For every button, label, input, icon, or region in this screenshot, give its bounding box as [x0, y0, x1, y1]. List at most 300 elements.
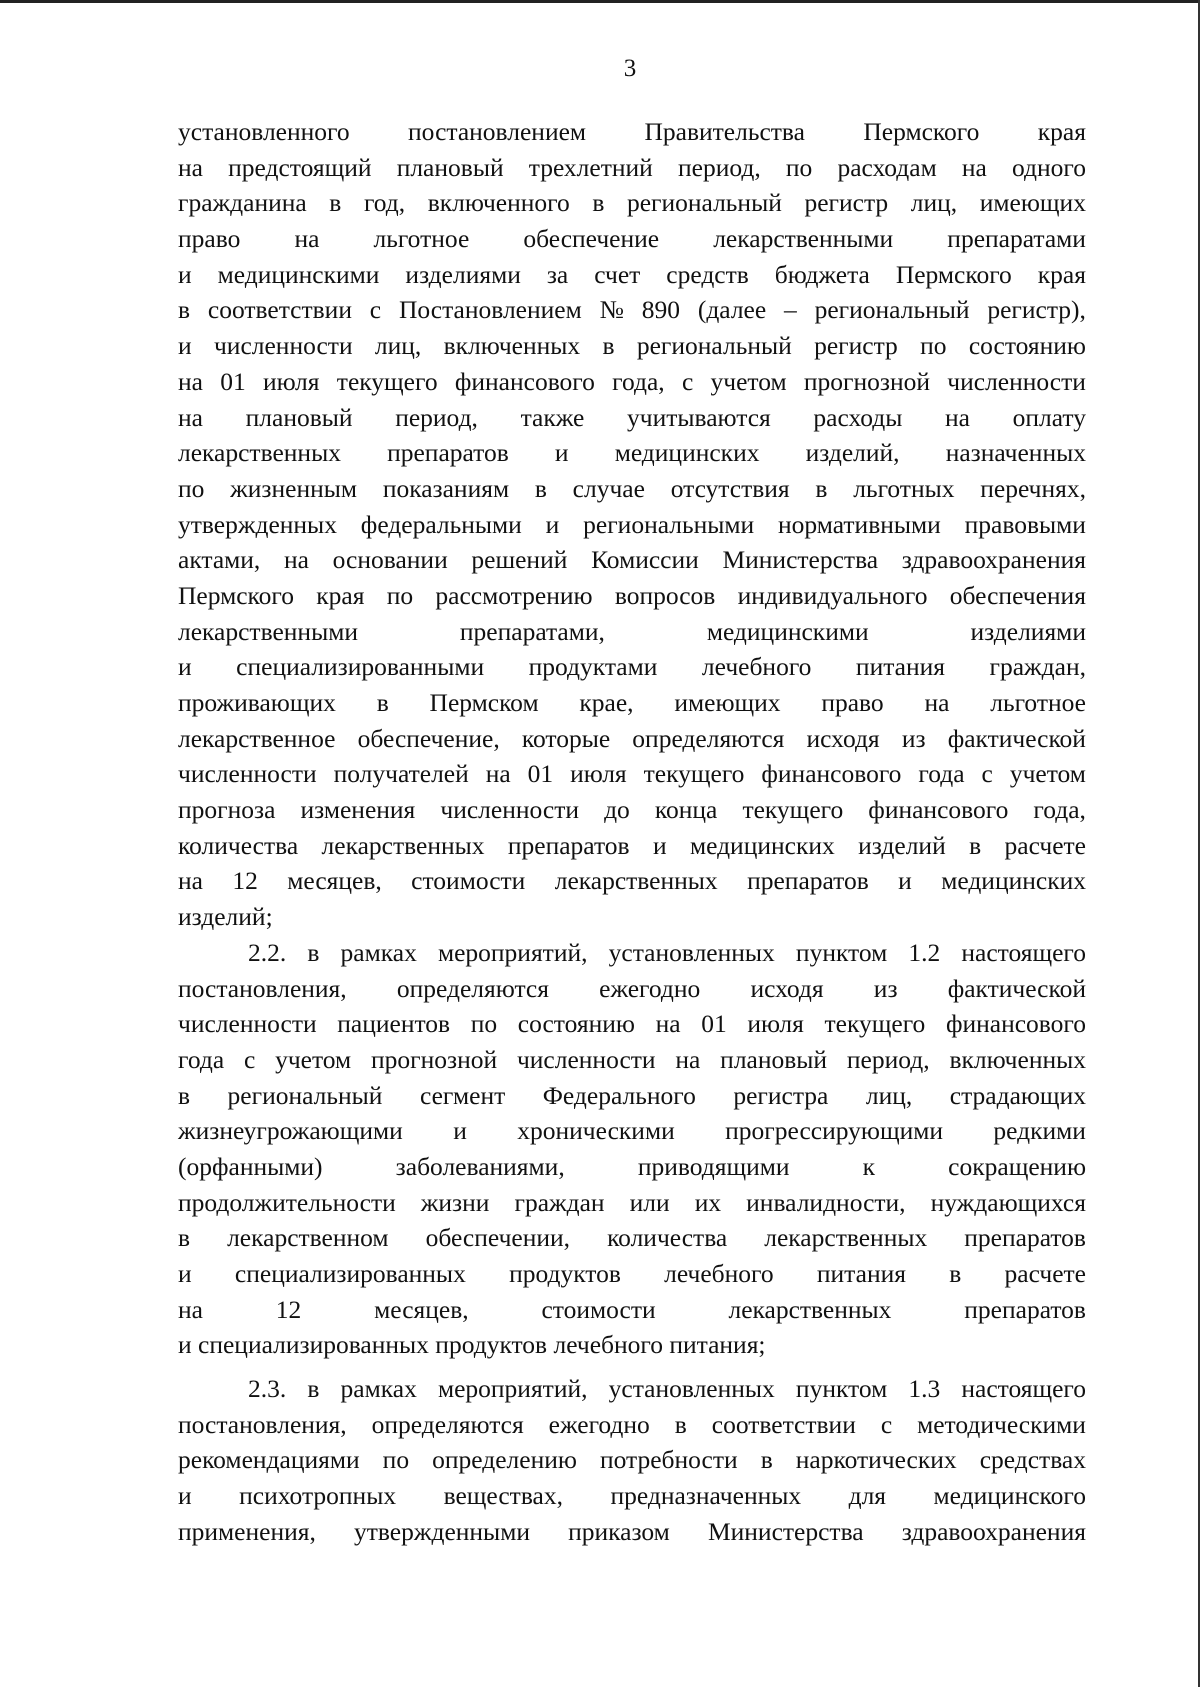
word: случае [572, 473, 645, 503]
word: текущего [824, 1009, 926, 1039]
word: получателей [333, 759, 469, 789]
word: лекарственных [764, 1223, 928, 1253]
word: и [178, 652, 192, 682]
text-line [178, 935, 1086, 971]
word: пунктом [795, 937, 888, 967]
word: препаратов [387, 438, 509, 468]
word: по [382, 1445, 410, 1475]
word: численности [947, 366, 1086, 396]
text-line [178, 1478, 1086, 1514]
word: Министерства [722, 545, 879, 575]
text-line [178, 471, 1086, 507]
word: период, [846, 1044, 930, 1074]
word: края [316, 580, 365, 610]
word: психотропных [239, 1481, 397, 1511]
text-line [178, 971, 1086, 1007]
word: оплату [1012, 402, 1086, 432]
word: проживающих [178, 688, 336, 717]
word: года [178, 1044, 225, 1074]
word: препаратов [507, 830, 630, 860]
word: по [470, 1009, 498, 1039]
word: и [898, 866, 912, 896]
word: питания [855, 652, 946, 682]
word: правовыми [964, 509, 1086, 539]
text-line [178, 292, 1086, 328]
word: регистр [814, 331, 898, 361]
word: учетом [710, 366, 787, 396]
word: июля [747, 1009, 804, 1039]
word: препаратами, [459, 616, 605, 646]
text-line [178, 828, 1086, 864]
word: на [924, 688, 950, 717]
word: финансового [945, 1009, 1086, 1039]
word: и [178, 259, 192, 289]
word: на [655, 1009, 681, 1039]
word: за [546, 259, 569, 289]
word: включенного [427, 188, 570, 218]
word: страдающих [949, 1080, 1086, 1110]
word: также [520, 402, 585, 432]
word: бюджета [774, 259, 870, 289]
word: нуждающихся [930, 1187, 1086, 1217]
word: лекарственными [713, 224, 894, 254]
text-line [178, 1256, 1086, 1292]
word: лечебного [664, 1259, 774, 1288]
word: основании [332, 545, 448, 575]
word: период, [395, 402, 478, 432]
word: прогнозной [803, 366, 931, 396]
word: определяются [371, 1409, 524, 1439]
word: рассмотрению [435, 580, 593, 610]
word: и [178, 1481, 192, 1511]
word: медицинских [689, 830, 835, 860]
word: настоящего [961, 1374, 1086, 1404]
word: с [681, 366, 694, 396]
page-number: 3 [623, 55, 637, 82]
word: трехлетний [528, 152, 653, 182]
word: изделий [858, 830, 946, 860]
word: определению [432, 1445, 577, 1475]
word: с [880, 1409, 893, 1439]
word: – [784, 295, 797, 325]
text-line: и специализированных продуктов лечебного питания; [178, 1330, 766, 1360]
word: отсутствия [670, 473, 790, 503]
word: 2.3. [248, 1374, 287, 1404]
word: учетом [1009, 759, 1086, 789]
word: лиц, [374, 331, 422, 361]
word: июля [570, 759, 627, 789]
word: расчете [1004, 1259, 1086, 1288]
word: вопросов [614, 580, 716, 610]
word: специализированными [236, 652, 485, 682]
word: специализированных [234, 1259, 466, 1288]
word: на [675, 1044, 701, 1074]
word: обеспечении, [425, 1223, 571, 1253]
word: в [178, 295, 191, 325]
word: постановлением [408, 117, 587, 146]
word: количества [178, 830, 299, 860]
text-line [178, 863, 1086, 899]
scan-edge-top [0, 0, 1200, 3]
word: назначенных [945, 438, 1086, 468]
word: право [178, 224, 241, 254]
word: № [599, 295, 624, 325]
word: из [901, 723, 926, 753]
word: численности [213, 331, 353, 361]
word: и [453, 1116, 467, 1146]
text-line [178, 792, 1086, 828]
word: изделиями [970, 616, 1086, 646]
word: лекарственных [728, 1294, 892, 1324]
word: гражданина [178, 188, 307, 218]
word: рамках [340, 1374, 417, 1404]
word: июля [263, 366, 320, 396]
word: соответствии [711, 1409, 856, 1439]
word: Пермского [178, 580, 294, 610]
text-line [178, 1006, 1086, 1042]
word: показаниям [382, 473, 510, 503]
word: и [545, 509, 560, 539]
text-line [178, 1042, 1086, 1078]
text-line [178, 1113, 1086, 1149]
word: региональный [626, 188, 782, 218]
word: Пермского [895, 259, 1012, 289]
word: потребности [599, 1445, 738, 1475]
word: текущего [742, 795, 844, 825]
word: финансового [454, 366, 595, 396]
word: финансового [761, 759, 902, 789]
word: установленного [178, 117, 350, 146]
word: 01 [527, 759, 554, 789]
text-line [178, 185, 1086, 221]
text-line [178, 1292, 1086, 1328]
word: здравоохранения [901, 1516, 1086, 1546]
word: одного [1012, 152, 1086, 182]
word: на [178, 152, 203, 182]
word: конца [654, 795, 718, 825]
text-line [178, 328, 1086, 364]
word: лекарственное [178, 723, 336, 753]
word: 890 [641, 295, 680, 325]
text-line [178, 756, 1086, 792]
word: в [376, 688, 389, 717]
word: фактической [947, 723, 1086, 753]
word: лиц, [865, 1080, 913, 1110]
word: в [307, 937, 320, 967]
word: ежегодно [548, 1409, 650, 1439]
word: их [694, 1187, 722, 1217]
text-line [178, 1514, 1086, 1550]
word: обеспечение, [357, 723, 500, 753]
word: мероприятий, [437, 1374, 588, 1404]
word: продуктов [509, 1259, 621, 1288]
word: здравоохранения [901, 545, 1086, 575]
text-line [178, 685, 1086, 721]
word: медицинских [941, 866, 1086, 896]
word: численности [178, 759, 317, 789]
word: в [307, 1374, 320, 1404]
word: на [945, 402, 970, 432]
word: края [1037, 117, 1086, 146]
word: препаратов [964, 1294, 1086, 1324]
word: обеспечения [949, 580, 1086, 610]
word: края [1037, 259, 1086, 289]
word: лекарственных [554, 866, 718, 896]
word: с [243, 1044, 256, 1074]
text-line [178, 221, 1086, 257]
word: установленных [608, 1374, 775, 1404]
word: регистр [804, 188, 889, 218]
word: препаратов [747, 866, 869, 896]
word: прогноза [178, 795, 276, 825]
word: (далее [697, 295, 767, 325]
text-line [178, 1078, 1086, 1114]
text-line: изделий; [178, 902, 273, 932]
word: в [178, 1080, 191, 1110]
word: льготное [990, 688, 1086, 717]
word: заболеваниями, [395, 1151, 565, 1181]
word: для [848, 1481, 887, 1511]
word: года [918, 759, 965, 789]
word: в [602, 331, 615, 361]
word: обеспечение [523, 224, 660, 254]
paragraph-gap [178, 1363, 1086, 1371]
word: в [674, 1409, 687, 1439]
word: состоянию [517, 1009, 635, 1039]
word: граждан, [989, 652, 1086, 682]
word: количества [607, 1223, 728, 1253]
word: регистр), [987, 295, 1086, 325]
word: постановления, [178, 973, 347, 1003]
word: сокращению [948, 1151, 1086, 1181]
text-line [178, 614, 1086, 650]
word: плановый [720, 1044, 828, 1074]
word: установленных [608, 937, 775, 967]
word: лекарственными [178, 616, 358, 646]
word: веществах, [443, 1481, 563, 1511]
word: медицинского [933, 1481, 1086, 1511]
word: плановый [245, 402, 353, 432]
word: имеющих [674, 688, 781, 717]
text-line [178, 1185, 1086, 1221]
word: продолжительности [178, 1187, 396, 1217]
word: по [920, 331, 947, 361]
word: 1.3 [908, 1374, 941, 1404]
word: лекарственных [178, 438, 341, 468]
word: хроническими [517, 1116, 675, 1146]
text-line [178, 542, 1086, 578]
text-line [178, 435, 1086, 471]
word: препаратами [947, 224, 1086, 254]
word: год, [363, 188, 406, 218]
word: имеющих [979, 188, 1086, 218]
word: редкими [993, 1116, 1086, 1146]
word: методическими [917, 1409, 1086, 1439]
word: пунктом [795, 1374, 888, 1404]
word: соответствии [207, 295, 352, 325]
word: 12 [275, 1294, 302, 1324]
word: определяются [396, 973, 549, 1003]
word: 1.2 [908, 937, 941, 967]
word: в [815, 473, 828, 503]
word: региональными [583, 509, 755, 539]
word: численности [516, 1044, 656, 1074]
word: включенных [443, 331, 581, 361]
word: или [629, 1187, 670, 1217]
word: постановления, [178, 1409, 347, 1439]
word: Комиссии [591, 545, 699, 575]
word: 01 [701, 1009, 727, 1039]
word: до [604, 795, 630, 825]
word: Министерства [707, 1516, 864, 1546]
word: и [652, 830, 667, 860]
word: настоящего [961, 937, 1086, 967]
word: которые [521, 723, 611, 753]
word: средствах [979, 1445, 1086, 1475]
word: средств [666, 259, 749, 289]
word: месяцев, [374, 1294, 469, 1324]
word: рекомендациями [178, 1445, 360, 1475]
word: на [294, 224, 320, 254]
word: Федерального [542, 1080, 696, 1110]
word: (орфанными) [178, 1151, 323, 1181]
word: прогнозной [371, 1044, 498, 1074]
word: года, [1033, 795, 1086, 825]
word: финансового [868, 795, 1009, 825]
text-line [178, 150, 1086, 186]
word: изделиями [405, 259, 521, 289]
word: нормативными [778, 509, 941, 539]
word: на [961, 152, 987, 182]
word: исходя [806, 723, 880, 753]
word: актами, [178, 545, 261, 575]
word: стоимости [411, 866, 526, 896]
word: и [554, 438, 569, 468]
word: утвержденных [178, 509, 337, 539]
word: продуктами [528, 652, 658, 682]
text-line [178, 649, 1086, 685]
word: приказом [568, 1516, 670, 1546]
word: фактической [947, 973, 1086, 1003]
text-line [178, 1149, 1086, 1185]
word: плановый [396, 152, 504, 182]
word: медицинскими [706, 616, 869, 646]
word: предстоящий [228, 152, 372, 182]
word: региональный [227, 1080, 383, 1110]
word: федеральными [360, 509, 522, 539]
word: 12 [232, 866, 258, 896]
word: с [981, 759, 993, 789]
word: медицинских [614, 438, 760, 468]
text-line [178, 364, 1086, 400]
word: расчете [1004, 830, 1086, 860]
word: лечебного [701, 652, 812, 682]
text-line [178, 1442, 1086, 1478]
word: счет [594, 259, 641, 289]
word: крае, [579, 688, 634, 717]
word: региональный [636, 331, 792, 361]
word: по [178, 473, 205, 503]
word: питания [816, 1259, 906, 1288]
word: состоянию [968, 331, 1086, 361]
text-line [178, 114, 1086, 150]
word: учитываются [627, 402, 771, 432]
word: льготное [373, 224, 470, 254]
word: на [284, 545, 309, 575]
word: наркотических [795, 1445, 957, 1475]
word: рамках [340, 937, 417, 967]
word: прогрессирующими [725, 1116, 944, 1146]
word: изменения [300, 795, 416, 825]
word: стоимости [541, 1294, 656, 1324]
word: и [178, 331, 192, 361]
word: по [785, 152, 813, 182]
text-line [178, 1220, 1086, 1256]
word: к [862, 1151, 876, 1181]
word: предназначенных [610, 1481, 802, 1511]
text-line [178, 578, 1086, 614]
word: жизненным [230, 473, 358, 503]
word: решений [471, 545, 568, 575]
word: в [329, 188, 342, 218]
word: Правительства [644, 117, 805, 146]
word: Постановлением [398, 295, 582, 325]
word: в [178, 1223, 191, 1253]
word: в [592, 188, 605, 218]
word: перечнях, [980, 473, 1086, 503]
word: лиц, [910, 188, 958, 218]
word: регистра [733, 1080, 829, 1110]
word: на [178, 402, 203, 432]
word: изделий, [805, 438, 900, 468]
word: исходя [750, 973, 824, 1003]
word: численности [440, 795, 579, 825]
word: период, [677, 152, 761, 182]
word: в [969, 830, 982, 860]
text-line [178, 1371, 1086, 1407]
word: численности [178, 1009, 317, 1039]
word: применения, [178, 1516, 316, 1546]
word: приводящими [637, 1151, 790, 1181]
word: 01 [220, 366, 246, 396]
word: месяцев, [287, 866, 382, 896]
word: расходы [813, 402, 903, 432]
word: региональный [814, 295, 970, 325]
text-line [178, 507, 1086, 543]
word: на [178, 1294, 203, 1324]
body-text [178, 114, 1086, 1550]
word: в [760, 1445, 773, 1475]
word: и [178, 1259, 192, 1288]
word: сегмент [419, 1080, 506, 1110]
word: на [178, 866, 203, 896]
word: текущего [336, 366, 438, 396]
word: препаратов [964, 1223, 1086, 1253]
text-line [178, 721, 1086, 757]
word: жизни [420, 1187, 490, 1217]
word: определяются [632, 723, 785, 753]
word: лекарственном [227, 1223, 389, 1253]
word: право [821, 688, 884, 717]
word: пациентов [337, 1009, 451, 1039]
word: по [386, 580, 414, 610]
word: льготных [853, 473, 955, 503]
word: 2.2. [248, 937, 287, 967]
word: индивидуального [737, 580, 928, 610]
word: жизнеугрожающими [178, 1116, 403, 1146]
word: в [534, 473, 547, 503]
word: на [485, 759, 511, 789]
